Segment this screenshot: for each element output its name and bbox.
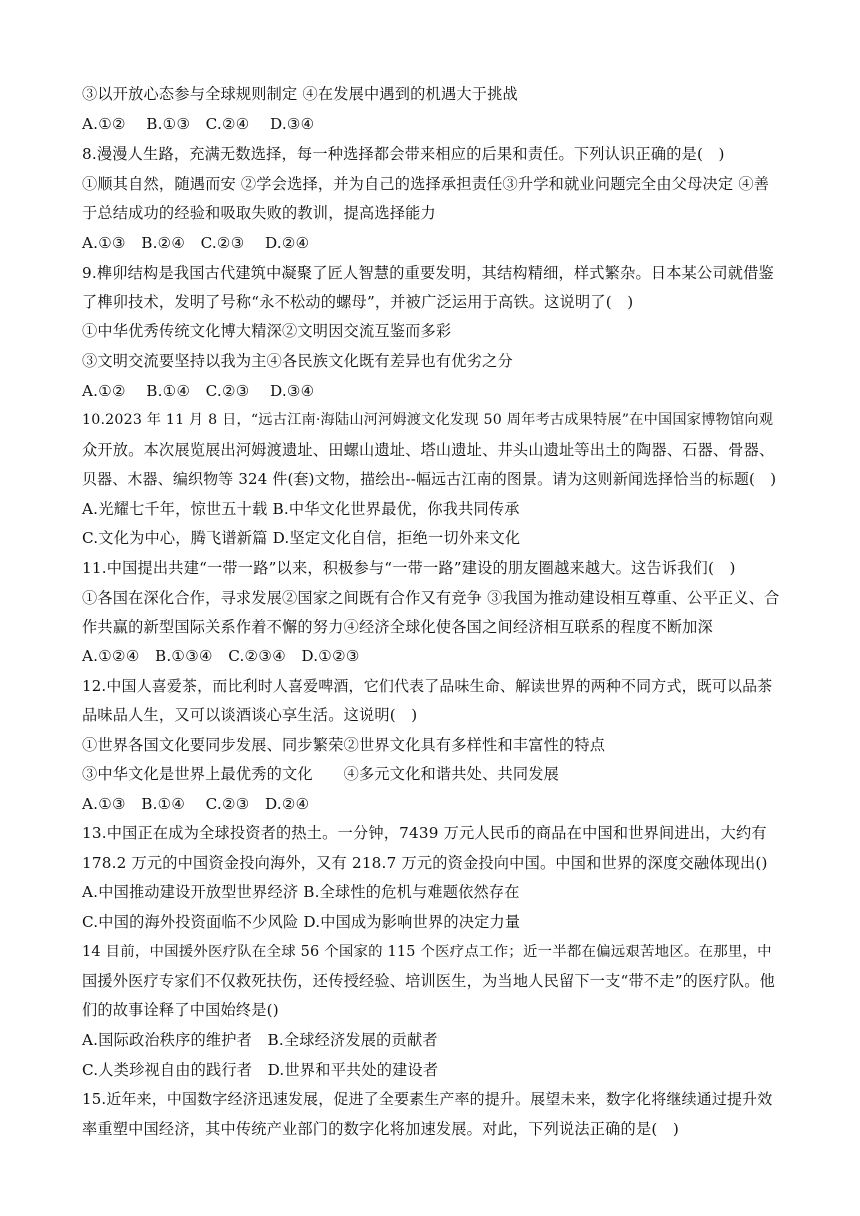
q12-answer-choices: A.①③ B.①④ C.②③ D.②④ <box>82 795 310 813</box>
q10-choices-ab: A.光耀七千年，惊世五十载 B.中华文化世界最优，你我共同传承 <box>82 500 520 518</box>
q8-options-line-2: 于总结成功的经验和吸取失败的教训，提高选择能力 <box>82 204 436 222</box>
q10-stem-line-3: 贝器、木器、编织物等 324 件(套)文物，描绘出--幅远古江南的图景。请为这则新闻选择恰当的标题( ) <box>82 470 777 488</box>
q11-options-line-1: ①各国在深化合作，寻求发展②国家之间既有合作又有竞争 ③我国为推动建设相互尊重、公平正义、合 <box>82 589 780 607</box>
q14-choices-cd: C.人类珍视自由的践行者 D.世界和平共处的建设者 <box>82 1061 439 1079</box>
q10-choices-cd: C.文化为中心，腾飞谱新篇 D.坚定文化自信，拒绝一切外来文化 <box>82 529 521 547</box>
q13-stem-line-2: 178.2 万元的中国资金投向海外，又有 218.7 万元的资金投向中国。中国和世界的深度交融体现出() <box>82 854 768 872</box>
q14-stem-line-2: 国援外医疗专家们不仅救死扶伤，还传授经验、培训医生，为当地人民留下一支“带不走”的医疗队。他 <box>82 972 775 990</box>
q10-stem-line-1: 10.2023 年 11 月 8 日，“远古江南·海陆山河河姆渡文化发现 50 周年考古成果特展”在中国国家博物馆向观 <box>82 412 774 428</box>
q13-choices-ab: A.中国推动建设开放型世界经济 B.全球性的危机与难题依然存在 <box>82 883 520 901</box>
q7-option-line-2: ③以开放心态参与全球规则制定 ④在发展中遇到的机遇大于挑战 <box>82 85 518 103</box>
q7-answer-choices: A.①② B.①③ C.②④ D.③④ <box>82 115 315 133</box>
q13-choices-cd: C.中国的海外投资面临不少风险 D.中国成为影响世界的决定力量 <box>82 913 521 931</box>
q9-options-line-2: ③文明交流要坚持以我为主④各民族文化既有差异也有优劣之分 <box>82 352 513 370</box>
q15-stem-line-1: 15.近年来，中国数字经济迅速发展，促进了全要素生产率的提升。展望未来，数字化将继续通过提升效 <box>82 1090 773 1108</box>
q9-answer-choices: A.①② B.①④ C.②③ D.③④ <box>82 382 315 400</box>
q14-stem-line-3: 们的故事诠释了中国始终是() <box>82 1001 279 1019</box>
q12-options-line-1: ①世界各国文化要同步发展、同步繁荣②世界文化具有多样性和丰富性的特点 <box>82 736 606 754</box>
q14-choices-ab: A.国际政治秩序的维护者 B.全球经济发展的贡献者 <box>82 1031 438 1049</box>
q11-options-line-2: 作共赢的新型国际关系作着不懈的努力④经济全球化使各国之间经济相互联系的程度不断加深 <box>82 618 713 636</box>
q13-stem-line-1: 13.中国正在成为全球投资者的热土。一分钟，7439 万元人民币的商品在中国和世界间进出，大约有 <box>82 824 767 842</box>
q14-stem-line-1: 14 目前，中国援外医疗队在全球 56 个国家的 115 个医疗点工作；近一半都在偏远艰苦地区。在那里，中 <box>82 944 772 960</box>
q8-options-line-1: ①顺其自然，随遇而安 ②学会选择，并为自己的选择承担责任③升学和就业问题完全由父母决定 ④善 <box>82 175 770 193</box>
q12-stem-line-2: 品味品人生，又可以谈酒谈心享生活。这说明( ) <box>82 706 418 724</box>
q12-options-line-2: ③中华文化是世界上最优秀的文化 ④多元文化和谐共处、共同发展 <box>82 765 560 783</box>
q9-options-line-1: ①中华优秀传统文化博大精深②文明因交流互鉴而多彩 <box>82 322 452 340</box>
q10-stem-line-2: 众开放。本次展览展出河姆渡遗址、田螺山遗址、塔山遗址、井头山遗址等出土的陶器、石器、骨器、 <box>82 441 775 459</box>
q11-stem: 11.中国提出共建“一带一路”以来，积极参与“一带一路”建设的朋友圈越来越大。这告诉我们( ) <box>82 559 736 577</box>
q8-stem: 8.漫漫人生路，充满无数选择，每一种选择都会带来相应的后果和责任。下列认识正确的是( ) <box>82 145 725 163</box>
q11-answer-choices: A.①②④ B.①③④ C.②③④ D.①②③ <box>82 647 360 665</box>
q15-stem-line-2: 率重塑中国经济，其中传统产业部门的数字化将加速发展。对此，下列说法正确的是( ) <box>82 1120 679 1138</box>
q9-stem-line-1: 9.榫卯结构是我国古代建筑中凝聚了匠人智慧的重要发明，其结构精细，样式繁杂。日本某公司就借鉴 <box>82 264 774 282</box>
q9-stem-line-2: 了榫卯技术，发明了号称“永不松动的螺母”，并被广泛运用于高铁。这说明了( ) <box>82 293 634 311</box>
q12-stem-line-1: 12.中国人喜爱茶，而比利时人喜爱啤酒，它们代表了品味生命、解读世界的两种不同方式，既可以品茶 <box>82 677 773 695</box>
q8-answer-choices: A.①③ B.②④ C.②③ D.②④ <box>82 234 310 252</box>
